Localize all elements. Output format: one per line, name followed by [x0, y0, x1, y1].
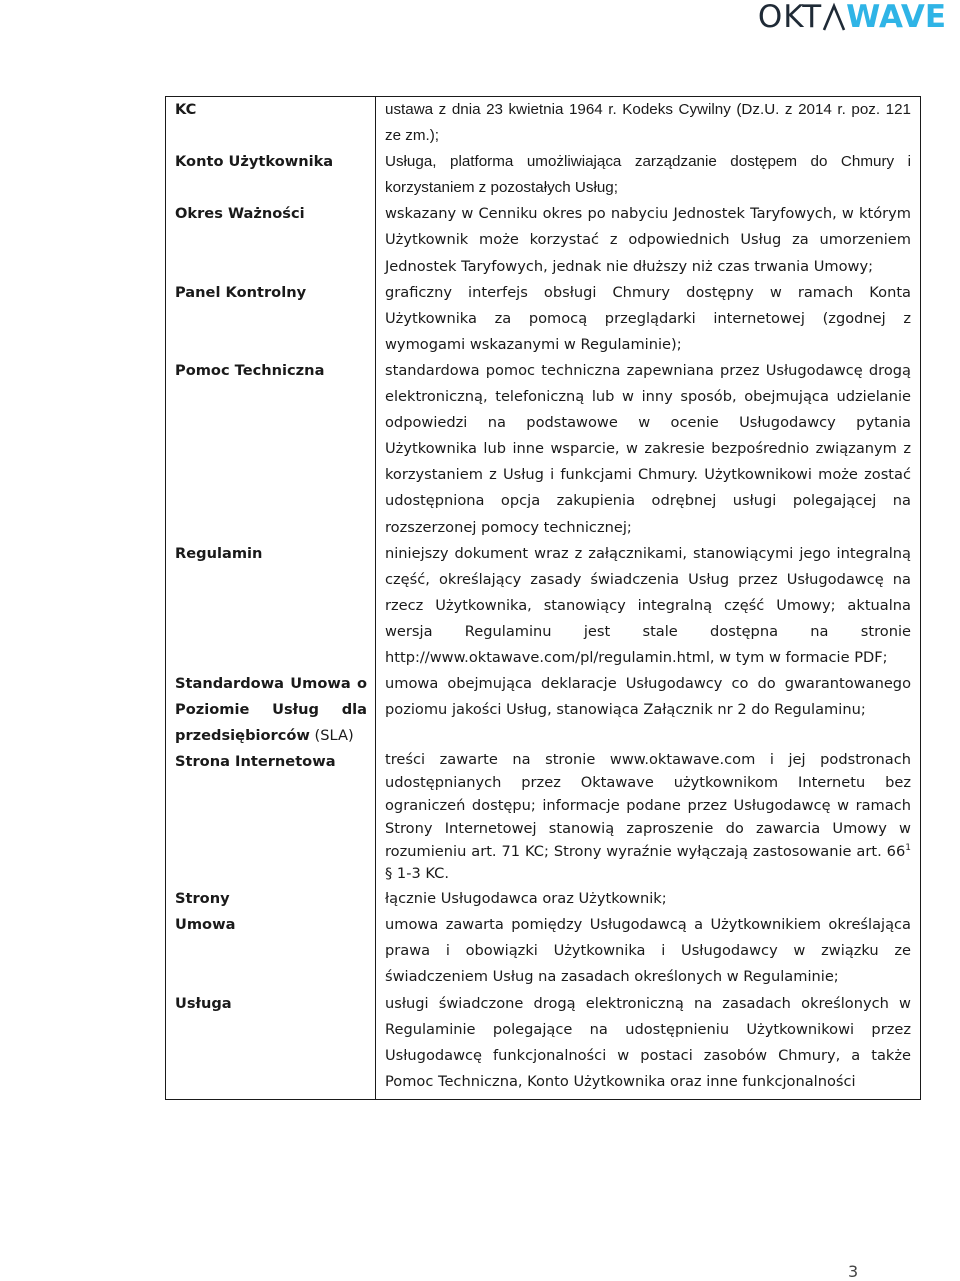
definition-row	[166, 358, 921, 541]
definition-regulamin	[376, 541, 921, 671]
oktawave-logo	[758, 0, 946, 34]
definition-row	[166, 671, 921, 749]
term-sla-bold: Standardowa Umowa o Poziomie Usług dla przedsiębiorców	[175, 675, 367, 745]
term-sla	[166, 671, 376, 749]
term-strona-internetowa: Strona Internetowa	[166, 749, 376, 886]
term-strony: Strony	[166, 886, 376, 912]
definition-konto-uzytkownika: Usługa, platforma umożliwiająca zarządzanie dostępem do Chmury i korzystaniem z pozostałych Usług;	[385, 153, 911, 197]
definition-row	[166, 149, 921, 201]
definition-strona-internetowa-text: treści zawarte na stronie www.oktawave.com i jej podstronach udostępnianych przez Oktawave użytkownikom Internetu bez ograniczeń dostępu; informacje podane przez Usługodawcę w ramach Strony Internetowej stanowią zaproszenie do zawarcia Umowy w rozumieniu art. 71 KC; Strony wyraźnie wyłączają zastosowanie art. 66	[385, 751, 911, 860]
definition-row	[166, 201, 921, 279]
term-okres-waznosci: Okres Ważności	[166, 201, 376, 279]
definition-row	[166, 991, 921, 1100]
term-panel-kontrolny: Panel Kontrolny	[166, 280, 376, 358]
definition-umowa: umowa zawarta pomiędzy Usługodawcą a Użytkownikiem określająca prawa i obowiązki Użytkownika i Usługodawcy w związku ze świadczeniem Usług na zasadach określonych w Regulaminie;	[385, 916, 911, 986]
definition-panel-kontrolny: graficzny interfejs obsługi Chmury dostępny w ramach Konta Użytkownika za pomocą przeglądarki internetowej (zgodnej z wymogami wskazanymi w Regulaminie);	[385, 283, 911, 353]
superscript-1: 1	[905, 842, 911, 853]
term-kc: KC	[166, 97, 376, 150]
definition-sla: umowa obejmująca deklaracje Usługodawcy co do gwarantowanego poziomu jakości Usług, stanowiąca Załącznik nr 2 do Regulaminu;	[385, 675, 911, 719]
definition-row	[166, 97, 921, 150]
definition-usluga: usługi świadczone drogą elektroniczną na zasadach określonych w Regulaminie polegające na udostępnieniu Użytkownikowi przez Usługodawcę funkcjonalności w postaci zasobów Chmury, a także Pomoc Techniczna, Konto Użytkownika oraz inne funkcjonalności	[385, 994, 911, 1090]
term-konto-uzytkownika: Konto Użytkownika	[166, 149, 376, 201]
definition-pomoc-techniczna: standardowa pomoc techniczna zapewniana przez Usługodawcę drogą elektroniczną, telefoniczną lub w inny sposób, obejmująca udzielanie odpowiedzi na podstawowe w ocenie Usługodawcy pytania Użytkownika lub inne wsparcie, w zakresie bezpośrednio związanym z korzystaniem z Usług i funkcjami Chmury. Użytkownikowi może zostać udostępniona opcja zakupienia odrębnej usługi polegającej na rozszerzonej pomocy technicznej;	[385, 361, 911, 536]
definition-row	[166, 541, 921, 671]
definition-strona-internetowa	[376, 749, 921, 886]
definition-row	[166, 280, 921, 358]
regulamin-link[interactable]: http://www.oktawave.com/pl/regulamin.html	[385, 648, 710, 666]
term-regulamin: Regulamin	[166, 541, 376, 671]
definition-row	[166, 912, 921, 990]
definition-regulamin-tail: , w tym w formacie PDF;	[709, 648, 888, 666]
definition-kc: ustawa z dnia 23 kwietnia 1964 r. Kodeks Cywilny (Dz.U. z 2014 r. poz. 121 ze zm.);	[385, 101, 911, 145]
definition-strony: łącznie Usługodawca oraz Użytkownik;	[385, 890, 667, 908]
definition-okres-waznosci: wskazany w Cenniku okres po nabyciu Jednostek Taryfowych, w którym Użytkownik może korzystać z odpowiednich Usług za umorzeniem Jednostek Taryfowych, jednak nie dłuższy niż czas trwania Umowy;	[385, 205, 911, 275]
term-usluga: Usługa	[166, 991, 376, 1100]
page-number: 3	[848, 1262, 859, 1281]
logo-text-wave: WAVE	[846, 0, 946, 35]
definition-row	[166, 886, 921, 912]
definition-strona-internetowa-tail: § 1-3 KC.	[385, 865, 450, 883]
definition-row	[166, 749, 921, 886]
term-umowa: Umowa	[166, 912, 376, 990]
logo-text-okt: OKT	[757, 0, 823, 35]
logo-lambda-icon	[822, 0, 846, 34]
definition-regulamin-text: niniejszy dokument wraz z załącznikami, stanowiącymi jego integralną część, określający zasady świadczenia Usług przez Usługodawcę na rzecz Użytkownika, stanowiący integralną część Umowy; aktualna wersja Regulaminu jest stale dostępna na stronie	[385, 544, 911, 640]
term-pomoc-techniczna: Pomoc Techniczna	[166, 358, 376, 541]
term-sla-tail: (SLA)	[309, 727, 354, 745]
definitions-table	[165, 96, 921, 1100]
